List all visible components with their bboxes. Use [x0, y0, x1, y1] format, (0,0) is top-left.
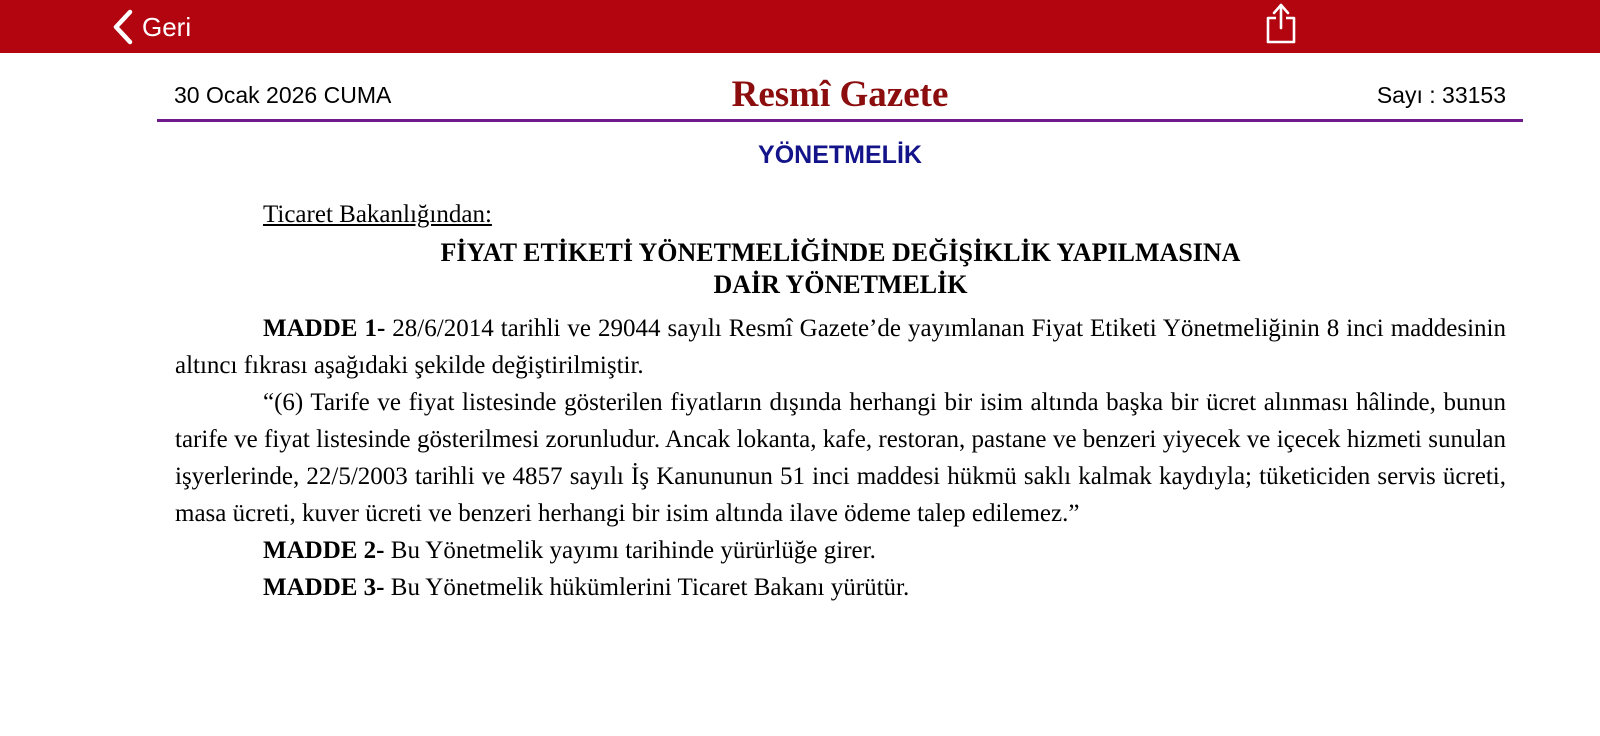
- article-1-label: MADDE 1-: [263, 315, 386, 342]
- issuing-ministry: Ticaret Bakanlığından:: [263, 201, 492, 228]
- article-1-text: 28/6/2014 tarihli ve 29044 sayılı Resmî Gazete’de yayımlanan Fiyat Etiketi Yönetmeliğinin 8 inci maddesinin altıncı fıkrası aşağıdaki şekilde değiştirilmiştir.: [175, 315, 1506, 379]
- gazette-header: [157, 70, 1523, 122]
- top-navigation-bar: [0, 0, 1600, 53]
- article-3-label: MADDE 3-: [263, 574, 385, 601]
- article-1: [175, 310, 1506, 384]
- publication-date: 30 Ocak 2026 CUMA: [174, 82, 392, 108]
- section-title: YÖNETMELİK: [758, 141, 922, 169]
- article-2-label: MADDE 2-: [263, 537, 385, 564]
- article-2-text: Bu Yönetmelik yayımı tarihinde yürürlüğe girer.: [384, 537, 876, 564]
- article-3-text: Bu Yönetmelik hükümlerini Ticaret Bakanı yürütür.: [384, 574, 910, 601]
- header-divider: [157, 119, 1523, 122]
- gazette-title: Resmî Gazete: [731, 74, 949, 115]
- back-label: Geri: [142, 12, 192, 42]
- share-icon: [1264, 0, 1298, 46]
- article-3: [175, 569, 1506, 606]
- chevron-left-icon: [112, 9, 134, 45]
- issue-number: Sayı : 33153: [1376, 82, 1506, 108]
- regulation-title-line-1: FİYAT ETİKETİ YÖNETMELİĞİNDE DEĞİŞİKLİK YAPILMASINA: [440, 238, 1241, 267]
- back-button[interactable]: [112, 6, 191, 48]
- share-button[interactable]: [1264, 0, 1298, 46]
- regulation-title-line-2: DAİR YÖNETMELİK: [713, 270, 968, 299]
- regulation-title: [175, 237, 1506, 301]
- article-1-quoted-paragraph: “(6) Tarife ve fiyat listesinde gösterilen fiyatların dışında herhangi bir isim altında başka bir ücret alınması hâlinde, bunun tarife ve fiyat listesinde gösterilmesi zorunludur. Ancak lokanta, kafe, restoran, pastane ve benzeri yiyecek ve içecek hizmeti sunulan işyerlerinde, 22/5/2003 tarihli ve 4857 sayılı İş Kanununun 51 inci maddesi hükmü saklı kalmak kaydıyla; tüketiciden servis ücreti, masa ücreti, kuver ücreti ve benzeri herhangi bir isim altında ilave ödeme talep edilemez.”: [175, 389, 1506, 527]
- article-2: [175, 532, 1506, 569]
- regulation-document: [175, 196, 1506, 606]
